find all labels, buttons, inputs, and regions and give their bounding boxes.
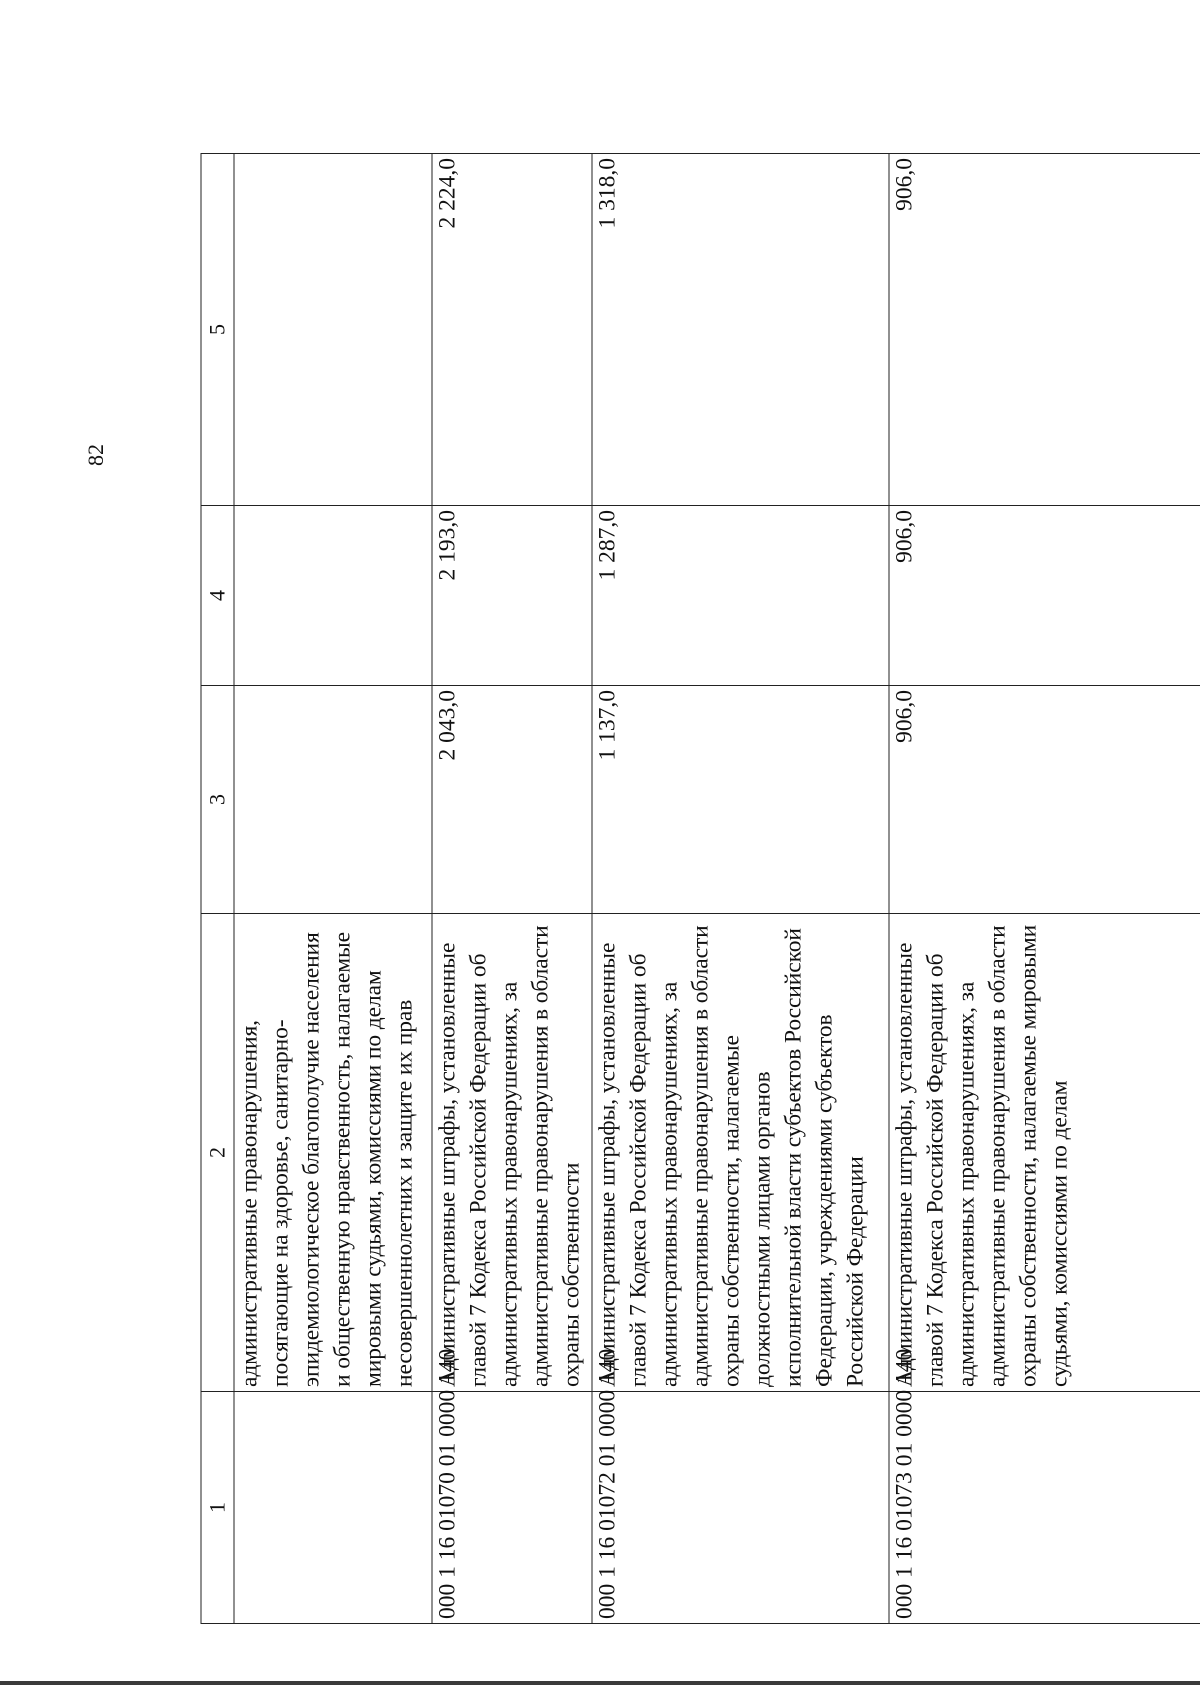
budget-code-cell: 000 1 16 01070 01 0000 140 [432,1392,592,1624]
table-row [432,154,592,1624]
value-cell-col5: 906,0 [889,154,1200,506]
value-cell-col4: 906,0 [889,506,1200,686]
description-cell: Административные штрафы, установленные главой 7 Кодекса Российской Федерации об административных правонарушениях, за административные правонарушения в области охраны собственности, налагаемые должностными лицами органов исполнительной власти субъектов Российской Федерации, учреждениями субъектов Российской Федерации [592,914,889,1392]
page-bottom-rule [0,1681,1200,1685]
budget-table [200,153,1200,1624]
page-number: 82 [83,444,108,466]
value-cell-col4 [234,506,432,686]
column-header-2: 2 [201,914,234,1392]
budget-code-cell: 000 1 16 01073 01 0000 140 [889,1392,1200,1624]
budget-code-cell: 000 1 16 01072 01 0000 140 [592,1392,889,1624]
description-cell: Административные штрафы, установленные главой 7 Кодекса Российской Федерации об административных правонарушениях, за административные правонарушения в области охраны собственности [432,914,592,1392]
description-cell: административные правонарушения, посягающие на здоровье, санитарно-эпидемиологическое благополучие населения и общественную нравственность, налагаемые мировыми судьями, комиссиями по делам несовершеннолетних и защите их прав [234,914,432,1392]
value-cell-col5: 2 224,0 [432,154,592,506]
value-cell-col5 [234,154,432,506]
column-header-3: 3 [201,686,234,914]
budget-code-cell [234,1392,432,1624]
value-cell-col3 [234,686,432,914]
value-cell-col3: 906,0 [889,686,1200,914]
column-header-4: 4 [201,506,234,686]
value-cell-col5: 1 318,0 [592,154,889,506]
column-number-row [201,154,234,1624]
value-cell-col3: 2 043,0 [432,686,592,914]
column-header-5: 5 [201,154,234,506]
table-row [234,154,432,1624]
table-row [889,154,1200,1624]
value-cell-col3: 1 137,0 [592,686,889,914]
column-header-1: 1 [201,1392,234,1624]
table-row [592,154,889,1624]
description-cell: Административные штрафы, установленные главой 7 Кодекса Российской Федерации об административных правонарушениях, за административные правонарушения в области охраны собственности, налагаемые мировыми судьями, комиссиями по делам [889,914,1200,1392]
value-cell-col4: 2 193,0 [432,506,592,686]
value-cell-col4: 1 287,0 [592,506,889,686]
budget-table-container [200,154,1200,1624]
